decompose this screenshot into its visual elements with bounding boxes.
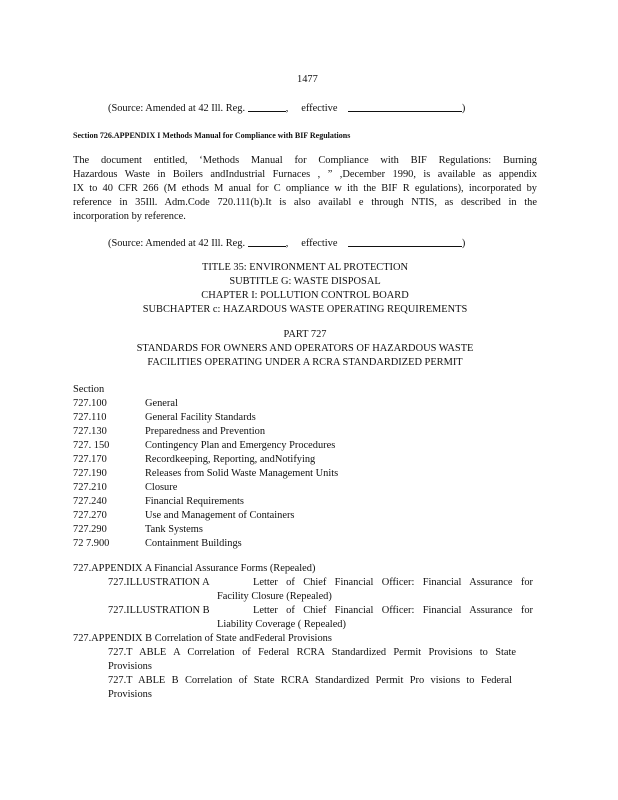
reg-blank-1 — [248, 101, 286, 112]
paragraph-line-5: incorporation by reference. — [73, 211, 186, 222]
part-title-line-1: STANDARDS FOR OWNERS AND OPERATORS OF HAZARDOUS WASTE — [136, 343, 474, 354]
illustration-b-cont: Liability Coverage ( Repealed) — [217, 619, 346, 630]
appendix-b: 727.APPENDIX B Correlation of State andFederal Provisions — [73, 633, 332, 644]
toc-number: 727.100 — [73, 398, 107, 409]
comma-1: , — [285, 103, 289, 114]
appendix-a: 727.APPENDIX A Financial Assurance Forms (Repealed) — [73, 563, 316, 574]
toc-number: 727.290 — [73, 524, 107, 535]
section-label: Section — [73, 384, 105, 395]
illustration-b-id: 727.ILLUSTRATION B — [108, 605, 210, 616]
toc-title: Closure — [145, 482, 178, 493]
paragraph-line-4: reference in 35Ill. Adm.Code 720.111(b).It is also availabl e through NTIS, as described in the — [73, 197, 537, 208]
effective-blank-1 — [348, 101, 462, 112]
close-paren-2: ) — [461, 238, 466, 249]
toc-number: 727.130 — [73, 426, 107, 437]
paragraph-line-2: Hazardous Waste in Boilers andIndustrial Furnaces , ” ,December 1990, is available as appendix — [73, 169, 537, 180]
toc-number: 727.270 — [73, 510, 107, 521]
toc-number: 72 7.900 — [73, 538, 110, 549]
title-heading: TITLE 35: ENVIRONMENT AL PROTECTION — [201, 262, 409, 273]
toc-number: 727.190 — [73, 468, 107, 479]
effective-label-2: effective — [301, 238, 338, 249]
effective-blank-2 — [348, 236, 462, 247]
toc-title: Recordkeeping, Reporting, andNotifying — [145, 454, 316, 465]
reg-blank-2 — [248, 236, 286, 247]
toc-number: 727.110 — [73, 412, 107, 423]
illustration-a-id: 727.ILLUSTRATION A — [108, 577, 210, 588]
toc-title: Containment Buildings — [145, 538, 242, 549]
table-a-line: 727.T ABLE A Correlation of Federal RCRA Standardized Permit Provisions to State — [108, 647, 516, 658]
toc-number: 727.210 — [73, 482, 107, 493]
subchapter-heading: SUBCHAPTER c: HAZARDOUS WASTE OPERATING REQUIREMENTS — [142, 304, 468, 315]
toc-title: Use and Management of Containers — [145, 510, 295, 521]
part-heading: PART 727 — [283, 329, 327, 340]
illustration-a-text: Letter of Chief Financial Officer: Financial Assurance for — [253, 577, 533, 588]
table-b-line: 727.T ABLE B Correlation of State RCRA Standardized Permit Pro visions to Federal — [108, 675, 512, 686]
comma-2: , — [285, 238, 289, 249]
toc-title: Financial Requirements — [145, 496, 244, 507]
illustration-b-text: Letter of Chief Financial Officer: Financial Assurance for — [253, 605, 533, 616]
toc-number: 727. 150 — [73, 440, 110, 451]
toc-title: Contingency Plan and Emergency Procedures — [145, 440, 336, 451]
source-note-2 — [108, 236, 465, 250]
part-title-line-2: FACILITIES OPERATING UNDER A RCRA STANDARDIZED PERMIT — [147, 357, 463, 368]
toc-title: General — [145, 398, 178, 409]
toc-title: Releases from Solid Waste Management Units — [145, 468, 339, 479]
table-b-cont: Provisions — [108, 689, 152, 700]
table-a-cont: Provisions — [108, 661, 152, 672]
toc-title: Tank Systems — [145, 524, 203, 535]
toc-number: 727.240 — [73, 496, 107, 507]
paragraph-line-3: IX to 40 CFR 266 (M ethods M anual for C ompliance w ith the BIF R egulations), incorporated by — [73, 183, 537, 194]
section-heading: Section 726.APPENDIX I Methods Manual for Compliance with BIF Regulations — [73, 131, 351, 140]
chapter-heading: CHAPTER I: POLLUTION CONTROL BOARD — [201, 290, 409, 301]
toc-number: 727.170 — [73, 454, 107, 465]
close-paren-1: ) — [461, 103, 466, 114]
source-note-2-text: (Source: Amended at 42 Ill. Reg. — [108, 238, 246, 249]
toc-title: Preparedness and Prevention — [145, 426, 266, 437]
source-note-1-text: (Source: Amended at 42 Ill. Reg. — [108, 103, 246, 114]
source-note-1 — [108, 101, 465, 115]
illustration-a-cont: Facility Closure (Repealed) — [217, 591, 332, 602]
effective-label-1: effective — [301, 103, 338, 114]
toc-title: General Facility Standards — [145, 412, 256, 423]
paragraph-line-1: The document entitled, ‘Methods Manual for Compliance with BIF Regulations: Burning — [73, 155, 537, 166]
subtitle-heading: SUBTITLE G: WASTE DISPOSAL — [229, 276, 381, 287]
page-number: 1477 — [297, 74, 318, 85]
